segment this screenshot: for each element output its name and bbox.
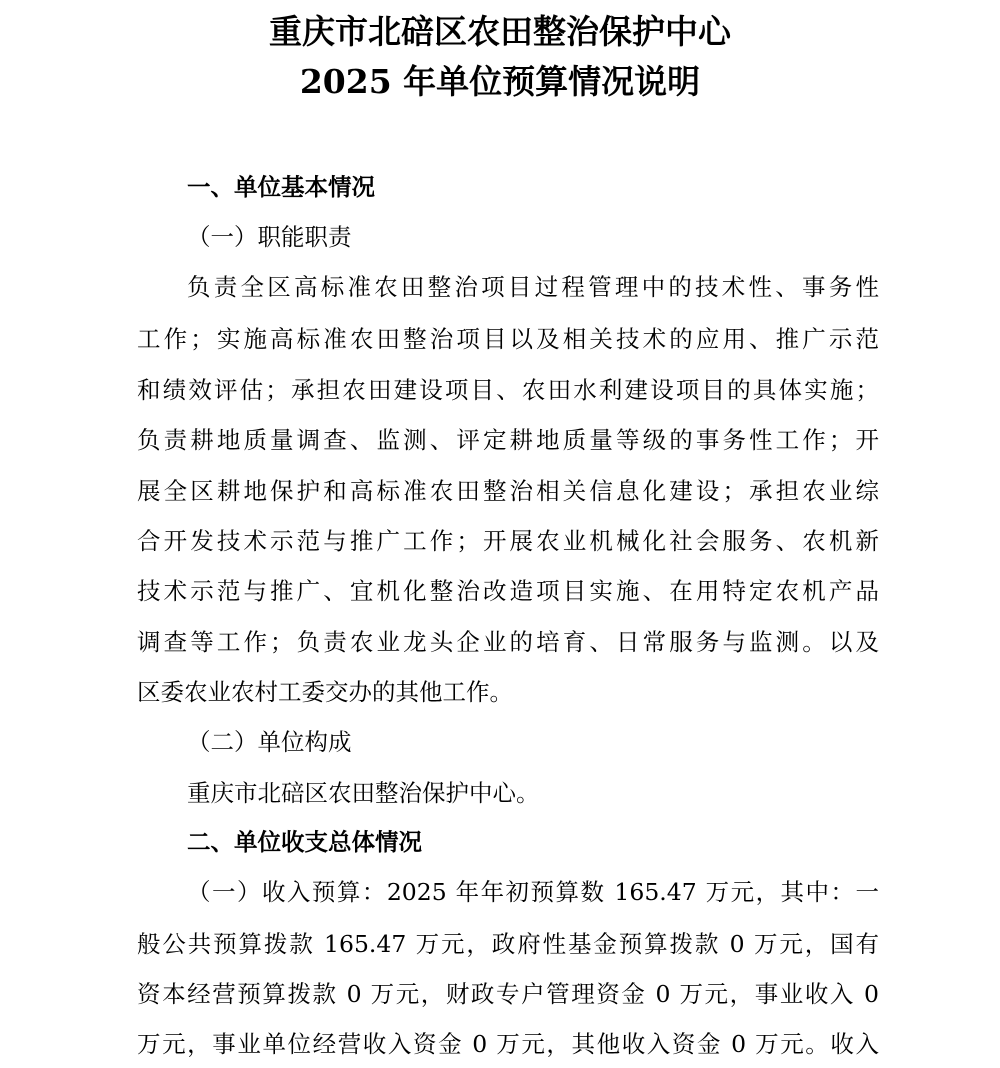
section-heading-basic-info: 一、单位基本情况 <box>187 173 375 201</box>
paragraph-line: 技术示范与推广、宜机化整治改造项目实施、在用特定农机产品 <box>137 577 879 605</box>
paragraph-line: 合开发技术示范与推广工作；开展农业机械化社会服务、农机新 <box>137 527 879 555</box>
paragraph-line: 工作；实施高标准农田整治项目以及相关技术的应用、推广示范 <box>137 325 879 353</box>
paragraph-line: 重庆市北碚区农田整治保护中心。 <box>187 779 540 807</box>
paragraph-line: 区委农业农村工委交办的其他工作。 <box>137 678 513 706</box>
paragraph-line: 资本经营预算拨款 0 万元，财政专户管理资金 0 万元，事业收入 0 <box>137 980 879 1008</box>
paragraph-line: 调查等工作；负责农业龙头企业的培育、日常服务与监测。以及 <box>137 628 879 656</box>
section-heading-budget-overview: 二、单位收支总体情况 <box>187 828 422 856</box>
paragraph-line: 万元，事业单位经营收入资金 0 万元，其他收入资金 0 万元。收入 <box>137 1030 879 1058</box>
paragraph-line: 负责全区高标准农田整治项目过程管理中的技术性、事务性 <box>187 273 879 301</box>
paragraph-line: 和绩效评估；承担农田建设项目、农田水利建设项目的具体实施； <box>137 376 879 404</box>
paragraph-line: 负责耕地质量调查、监测、评定耕地质量等级的事务性工作；开 <box>137 426 879 454</box>
subsection-heading-duties: （一）职能职责 <box>187 223 352 251</box>
paragraph-line: （一）收入预算：2025 年年初预算数 165.47 万元，其中：一 <box>187 878 879 906</box>
subsection-heading-composition: （二）单位构成 <box>187 728 352 756</box>
document-title-line2: 2025 年单位预算情况说明 <box>299 62 701 101</box>
document-title-line1: 重庆市北碚区农田整治保护中心 <box>269 12 731 51</box>
paragraph-line: 般公共预算拨款 165.47 万元，政府性基金预算拨款 0 万元，国有 <box>137 930 879 958</box>
paragraph-line: 展全区耕地保护和高标准农田整治相关信息化建设；承担农业综 <box>137 477 879 505</box>
